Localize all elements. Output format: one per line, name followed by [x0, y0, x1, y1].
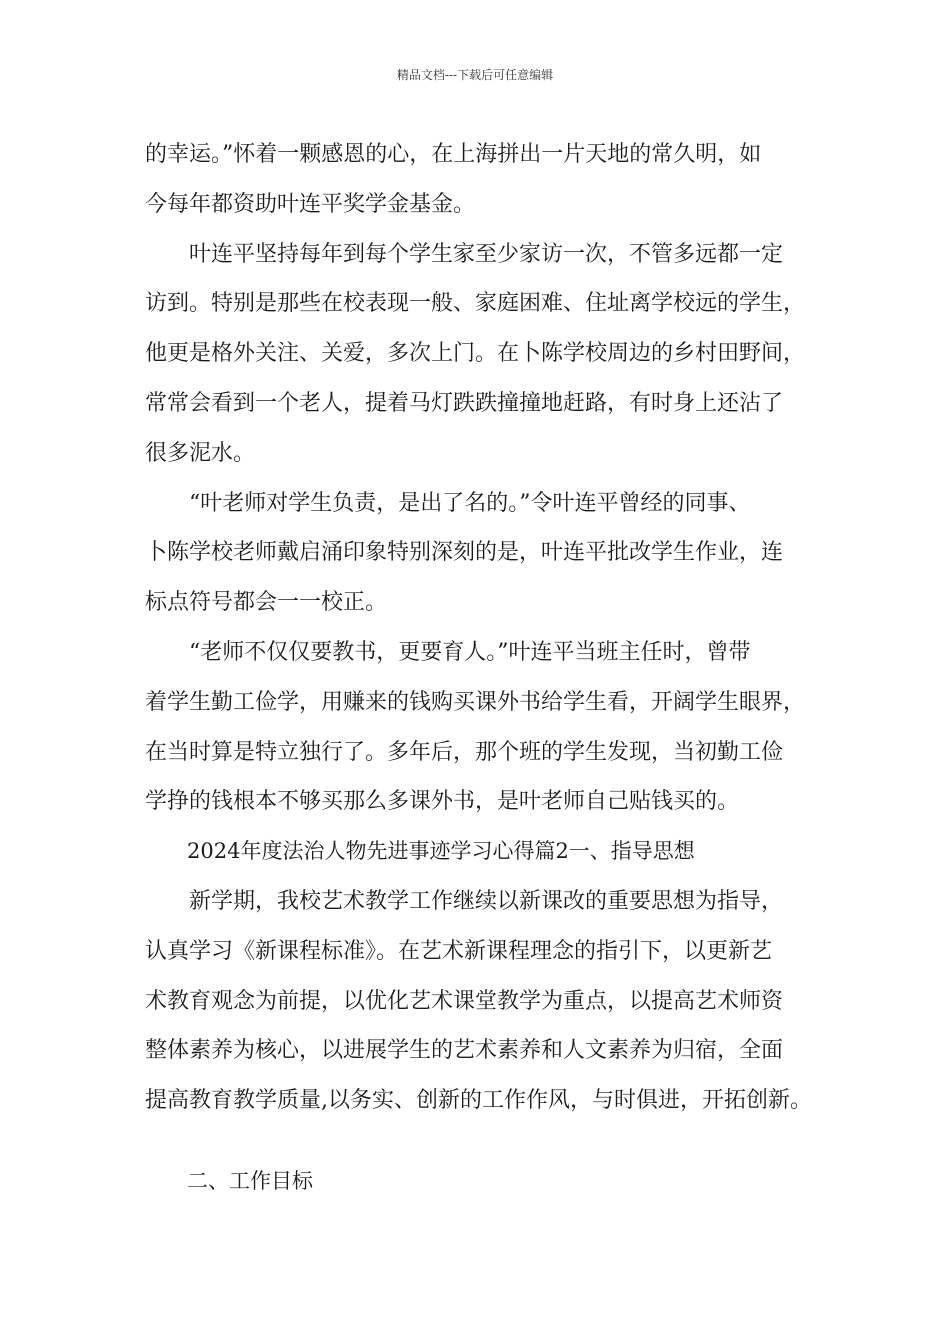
paragraph-start: “老师不仅仅要教书，更要育人。”叶连平当班主任时，曾带: [145, 639, 751, 665]
text-line: 卜陈学校老师戴启涌印象特别深刻的是，叶连平批改学生作业，连: [145, 540, 784, 566]
text-line: 很多泥水。: [145, 440, 256, 466]
text-line: 术教育观念为前提，以优化艺术课堂教学为重点，以提高艺术师资: [145, 988, 784, 1014]
paragraph-start: “叶老师对学生负责，是出了名的。”令叶连平曾经的同事、: [145, 490, 751, 516]
text-line: 常常会看到一个老人，提着马灯跌跌撞撞地赶路，有时身上还沾了: [145, 390, 784, 416]
paragraph-start: 新学期，我校艺术教学工作继续以新课改的重要思想为指导，: [145, 888, 784, 914]
text-line: 学挣的钱根本不够买那么多课外书，是叶老师自己贴钱买的。: [145, 789, 740, 815]
text-line: 标点符号都会一一校正。: [145, 590, 388, 616]
page-header: 精品文档---下载后可任意编辑: [396, 68, 554, 82]
section-heading-work-goals: 二、工作目标: [145, 1168, 313, 1193]
text-line: 今每年都资助叶连平奖学金基金。: [145, 191, 476, 217]
section-title: 2024年度法治人物先进事迹学习心得篇2一、指导思想: [145, 839, 695, 864]
text-line: 在当时算是特立独行了。多年后，那个班的学生发现，当初勤工俭: [145, 739, 784, 765]
paragraph-start: 叶连平坚持每年到每个学生家至少家访一次，不管多远都一定: [145, 241, 784, 267]
text-line: 访到。特别是那些在校表现一般、家庭困难、住址离学校远的学生，: [145, 291, 806, 317]
text-line: 他更是格外关注、关爱，多次上门。在卜陈学校周边的乡村田野间，: [145, 341, 806, 367]
text-line: 提高教育教学质量,以务实、创新的工作作风，与时俱进，开拓创新。: [145, 1088, 812, 1114]
text-line: 的幸运。”怀着一颗感恩的心，在上海拼出一片天地的常久明，如: [145, 142, 762, 167]
spacer: [145, 1126, 835, 1157]
text-line: 整体素养为核心，以进展学生的艺术素养和人文素养为归宿，全面: [145, 1038, 784, 1064]
text-line: 着学生勤工俭学，用赚来的钱购买课外书给学生看，开阔学生眼界，: [145, 689, 806, 715]
text-line: 认真学习《新课程标准》。在艺术新课程理念的指引下，以更新艺: [145, 938, 773, 964]
document-body: [145, 130, 835, 1207]
